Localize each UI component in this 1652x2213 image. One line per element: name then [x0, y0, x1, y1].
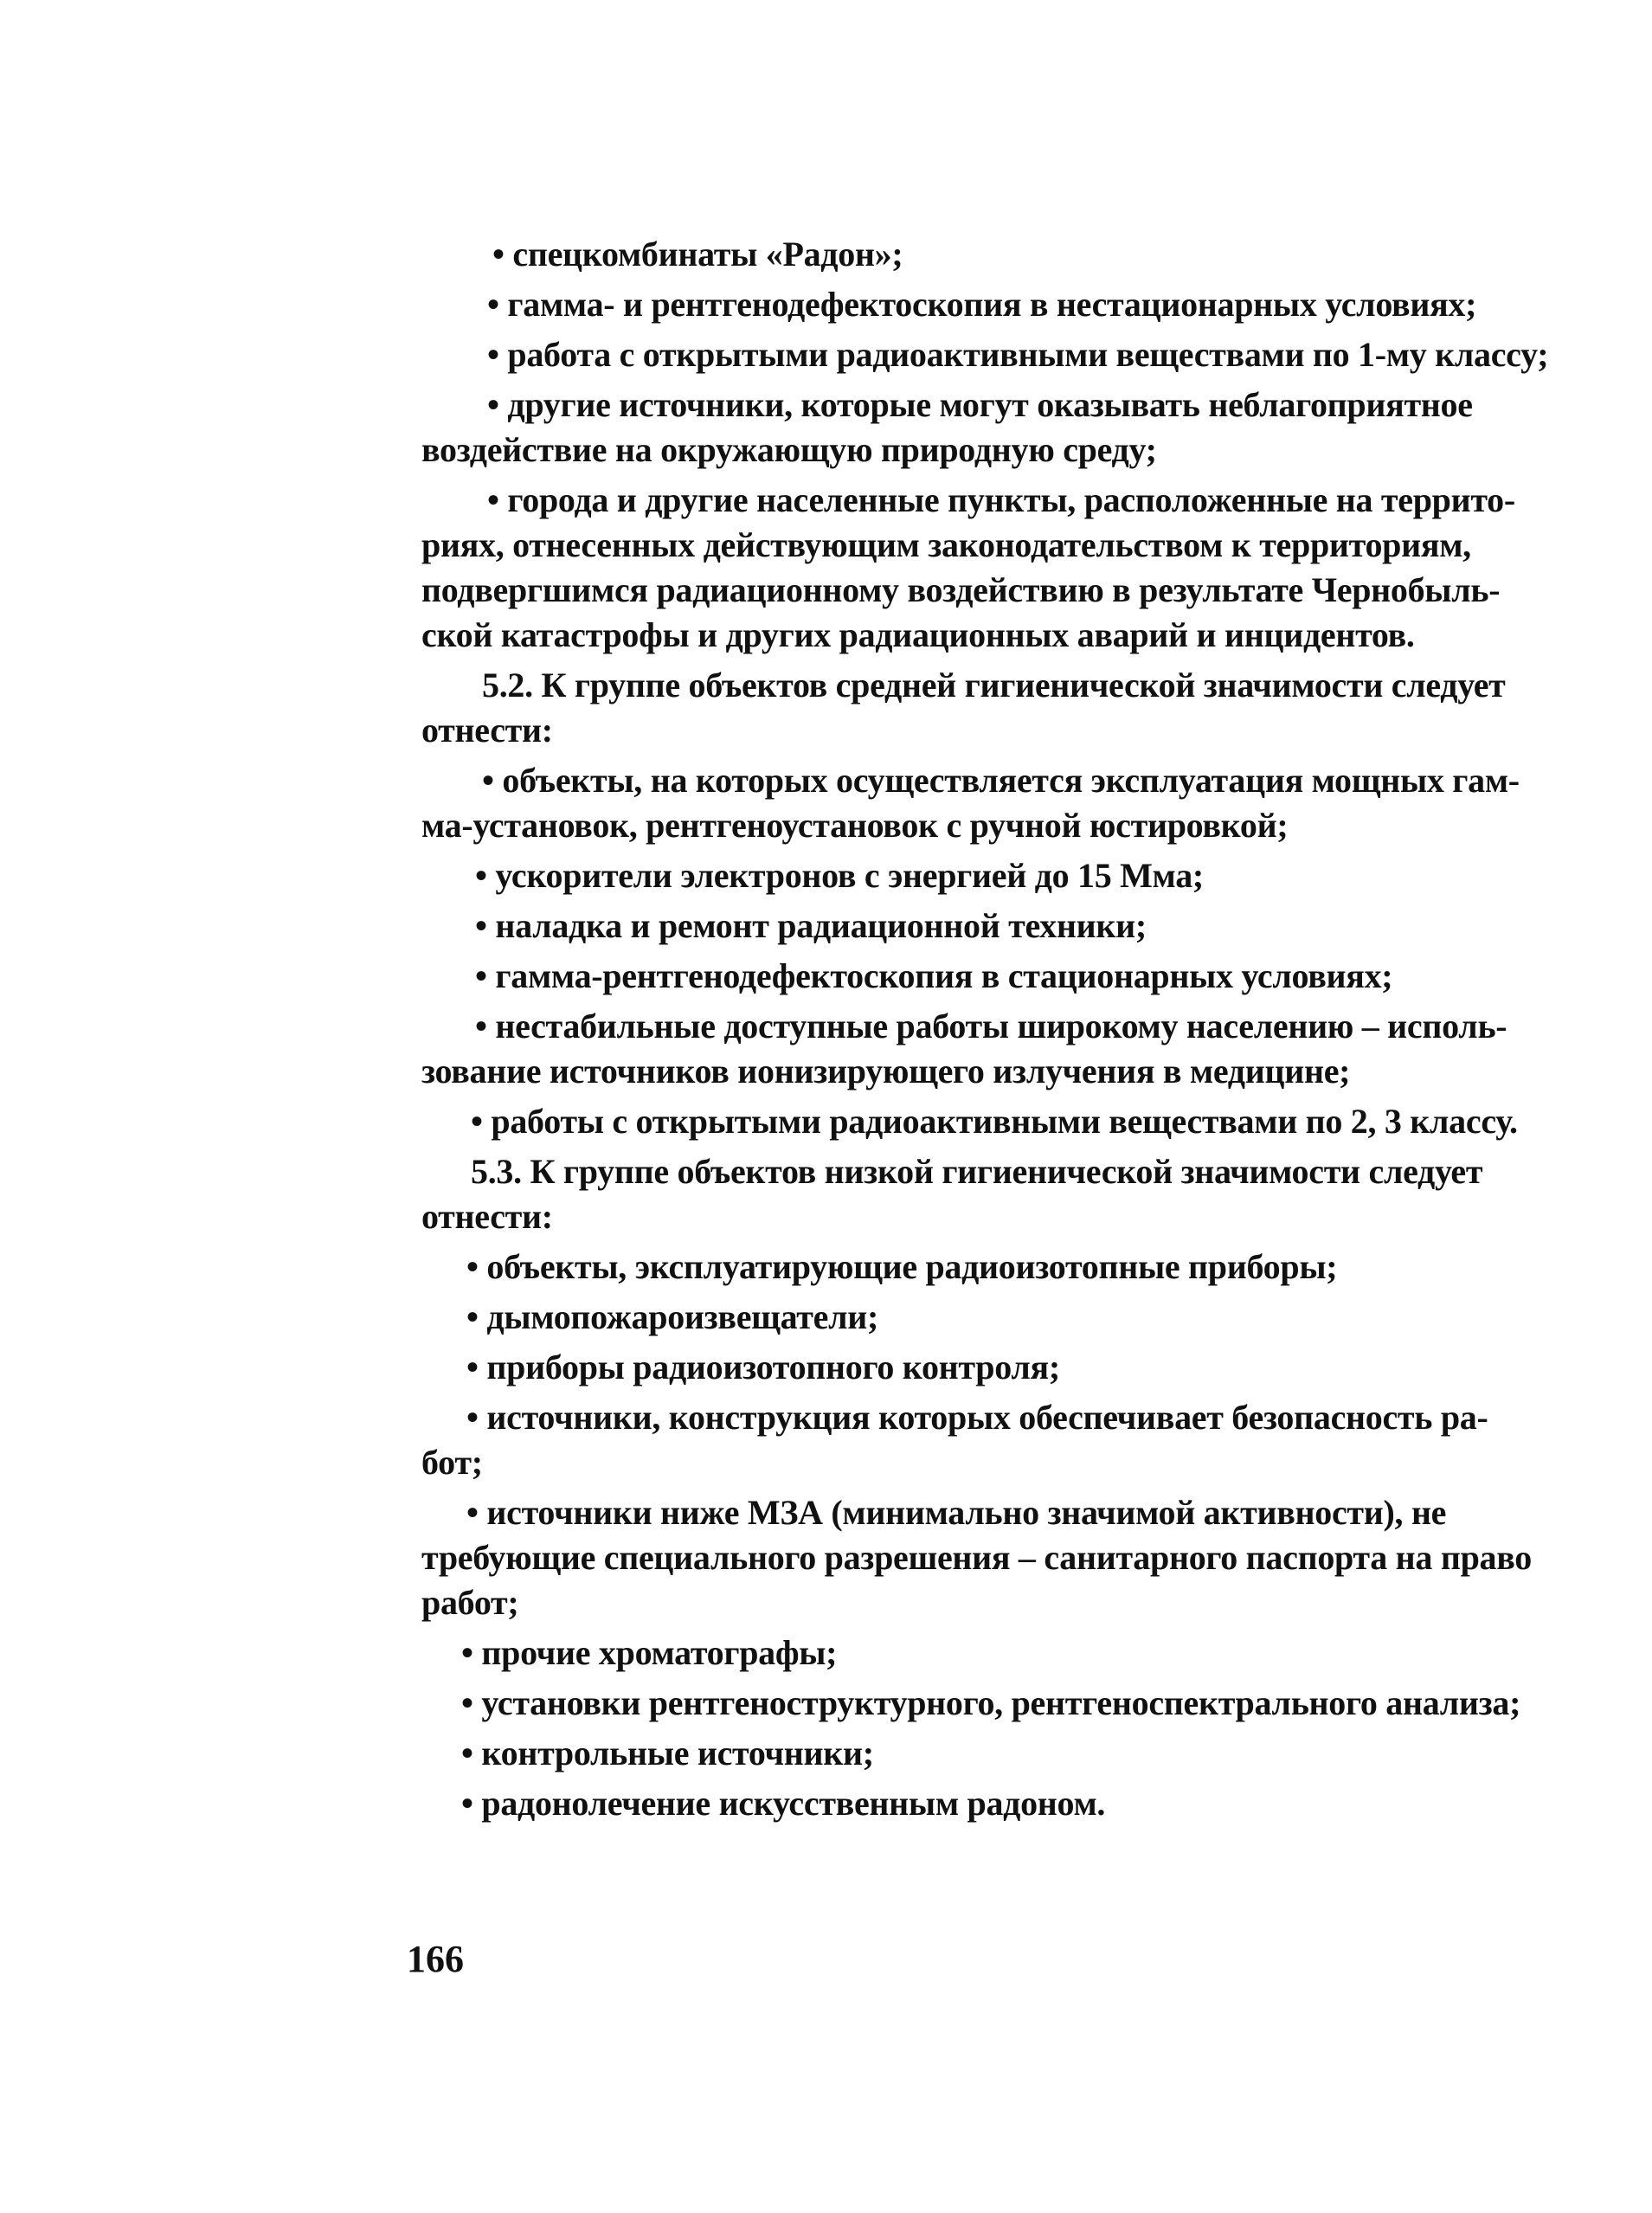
- list-item: • города и другие населенные пункты, расположенные на террито-: [487, 480, 1515, 519]
- page-body: [421, 232, 1551, 1826]
- paragraph-line: 5.3. К группе объектов низкой гигиенической значимости следует: [471, 1152, 1483, 1191]
- list-item: • источники ниже МЗА (минимально значимой активности), не: [466, 1493, 1447, 1532]
- list-item: • гамма-рентгенодефектоскопия в стационарных условиях;: [475, 956, 1393, 995]
- list-item: • объекты, на которых осуществляется эксплуатация мощных гам-: [482, 761, 1520, 800]
- list-item: • дымопожароизвещатели;: [466, 1297, 879, 1336]
- text-line: подвергшимся радиационному воздействию в результате Чернобыль-: [421, 570, 1501, 609]
- text-line: воздействие на окружающую природную среду;: [421, 430, 1157, 469]
- list-item: • источники, конструкция которых обеспечивает безопасность ра-: [466, 1398, 1488, 1437]
- list-item: • приборы радиоизотопного контроля;: [466, 1348, 1060, 1386]
- list-item: • радонолечение искусственным радоном.: [461, 1784, 1106, 1823]
- list-item: • работы с открытыми радиоактивными веществами по 2, 3 классу.: [471, 1102, 1518, 1141]
- text-line: ской катастрофы и других радиационных аварий и инцидентов.: [421, 615, 1415, 654]
- text-line: зование источников ионизирующего излучения в медицине;: [421, 1052, 1351, 1090]
- list-item: • объекты, эксплуатирующие радиоизотопные приборы;: [466, 1247, 1338, 1286]
- paragraph-line: 5.2. К группе объектов средней гигиенической значимости следует: [482, 666, 1506, 704]
- list-item: • спецкомбинаты «Радон»;: [492, 235, 903, 273]
- list-item: • наладка и ремонт радиационной техники;: [475, 906, 1147, 945]
- list-item: • ускорители электронов с энергией до 15 Мма;: [475, 856, 1204, 895]
- text-line: бот;: [421, 1443, 483, 1482]
- text-line: риях, отнесенных действующим законодательством к территориям,: [421, 525, 1471, 564]
- list-item: • нестабильные доступные работы широкому населению – исполь-: [475, 1007, 1507, 1045]
- text-line: работ;: [421, 1583, 519, 1622]
- list-item: • контрольные источники;: [461, 1734, 874, 1772]
- list-item: • другие источники, которые могут оказывать неблагоприятное: [487, 385, 1473, 424]
- list-item: • работа с открытыми радиоактивными веществами по 1-му классу;: [487, 335, 1549, 374]
- text-line: требующие специального разрешения – санитарного паспорта на право: [421, 1538, 1532, 1577]
- text-line: ма-установок, рентгеноустановок с ручной юстировкой;: [421, 806, 1289, 845]
- page-number: 166: [407, 1938, 464, 1980]
- list-item: • прочие хроматографы;: [461, 1633, 838, 1672]
- text-line: отнести:: [421, 1197, 553, 1236]
- list-item: • гамма- и рентгенодефектоскопия в нестационарных условиях;: [487, 285, 1477, 324]
- list-item: • установки рентгеноструктурного, рентгеноспектрального анализа;: [461, 1683, 1521, 1722]
- text-line: отнести:: [421, 711, 553, 749]
